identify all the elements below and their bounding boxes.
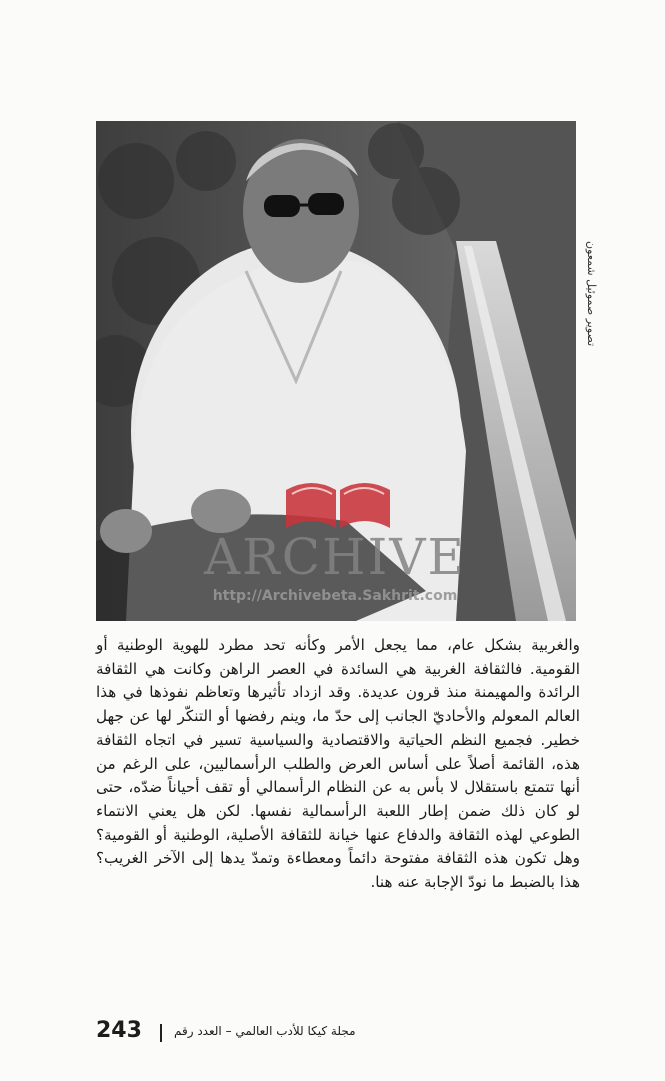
archive-watermark <box>170 470 500 604</box>
article-body <box>96 634 580 895</box>
journal-name: مجلة كيكا للأدب العالمي – العدد رقم <box>174 1024 356 1038</box>
watermark-title: ARCHIVE <box>204 528 466 586</box>
page-footer <box>96 1018 416 1048</box>
footer-divider <box>160 1024 162 1042</box>
open-book-icon <box>278 470 398 530</box>
photo-credit: تصوير صموئيل شمعون <box>585 240 598 346</box>
page-number: 243 <box>96 1018 142 1043</box>
watermark-url: http://Archivebeta.Sakhrit.com <box>212 588 458 604</box>
article-paragraph: والغربية بشكل عام، مما يجعل الأمر وكأنه تحد مطرد للهوية الوطنية أو القومية. فالثقافة الغربية هي السائدة في العصر الراهن وكانت هي الثقافة الرائدة والمهيمنة منذ قرون عديدة. وقد ازداد تأثيرها وتعاظم نفوذها في هذا العالم المعولم والأحاديّ الجانب إلى حدّ ما، وينم رفضها أو التنكّر لها عن جهل خطير. فجميع النظم الحياتية والاقتصادية والسياسية تسير في اتجاه الثقافة هذه، القائمة أصلاً على أساس العرض والطلب الرأسماليين، على الرغم من أنها تتمتع باستقلال لا بأس به عن النظام الرأسمالي أو تقف أحياناً ضدّه، حتى لو كان ذلك ضمن إطار اللعبة الرأسمالية نفسها. لكن هل يعني الانتماء الطوعي لهذه الثقافة والدفاع عنها خيانة للثقافة الأصلية، الوطنية أو القومية؟ وهل تكون هذه الثقافة مفتوحة دائماً ومعطاءة وتمدّ يدها إلى الآخر الغريب؟ هذا بالضبط ما نودّ الإجابة عنه هنا. <box>96 636 580 892</box>
